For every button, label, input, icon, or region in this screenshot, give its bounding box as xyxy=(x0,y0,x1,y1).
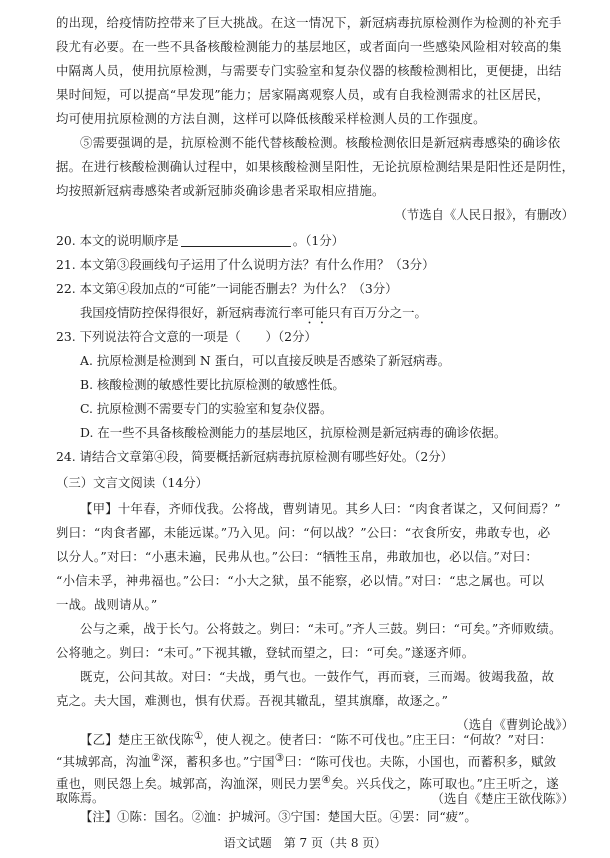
question-22-quote xyxy=(80,304,427,327)
yi-text: 曰：“陈可伐也。夫陈，小国也，而蓄积多，赋敛 xyxy=(284,754,557,770)
jia-line: 公将驰之。刿曰：“未可。”下视其辙，登轼而望之，曰：“可矣。”遂逐齐师。 xyxy=(56,645,475,660)
answer-blank[interactable] xyxy=(181,233,291,247)
yi-text: 重也，则民怨上矣。城郭高，沟洫深，则民力罢 xyxy=(56,776,322,792)
jia-line: 以分人。”对曰：“小惠未遍，民弗从也。”公曰：“牺牲玉帛，弗敢加也，必以信。”对曰： xyxy=(56,549,539,564)
jia-line: 一战。战则请从。” xyxy=(56,597,158,612)
option-a: A. 抗原检测是检测到 N 蛋白，可以直接反映是否感染了新冠病毒。 xyxy=(80,353,451,368)
yi-text: “其城郭高，沟洫 xyxy=(56,754,152,770)
footnote-mark: ② xyxy=(151,752,161,764)
page-footer: 语文试题 第 7 页（共 8 页） xyxy=(223,836,387,850)
passage-line: 段尤有必要。在一些不具备核酸检测能力的基层地区，或者面向一些感染风险相对较高的集 xyxy=(56,39,562,54)
passage-line: 果时间短，可以提高“早发现”能力；居家隔离观察人员，或有自我检测需求的社区居民， xyxy=(56,87,550,102)
quote-text: 我国疫情防控保得很好，新冠病毒流行率 xyxy=(80,305,304,320)
option-b: B. 核酸检测的敏感性要比抗原检测的敏感性低。 xyxy=(80,377,345,392)
jia-line: “小信未孚，神弗福也。”公曰：“小大之狱，虽不能察，必以情。”对曰：“忠之属也。可以 xyxy=(56,573,545,588)
yi-source: （选自《楚庄王欲伐陈》） xyxy=(431,791,574,806)
question-22: 22. 本文第④段加点的“可能”一词能否删去？为什么？（3分） xyxy=(56,281,398,296)
footnote-mark: ④ xyxy=(321,774,331,786)
question-23: 23. 下列说法符合文意的一项是（ ）（2分） xyxy=(56,329,317,344)
question-20-text: 20. 本文的说明顺序是 xyxy=(56,233,179,248)
question-20-score: 。（1分） xyxy=(292,233,345,248)
jia-line: 刿曰：“肉食者鄙，未能远谋。”乃入见。问：“何以战？”公曰：“衣食所安，弗敢专也，必 xyxy=(56,525,551,540)
yi-line xyxy=(80,728,552,748)
footnote-mark: ① xyxy=(193,730,204,742)
jia-line: 【甲】十年春，齐师伐我。公将战，曹刿请见。其乡人曰：“肉食者谋之，又何间焉？” xyxy=(80,501,561,516)
jia-source: （选自《曹刿论战》） xyxy=(456,717,574,732)
passage-line: 均可使用抗原检测的方法自测，这样可以降低核酸采样检测人员的工作强度。 xyxy=(56,111,486,126)
paragraph-5-line: 均按照新冠病毒感染者或新冠肺炎确诊患者采取相应措施。 xyxy=(56,183,385,198)
passage-line: 中隔离人员，使用抗原检测，与需要专门实验室和复杂仪器的核酸检测相比，更便捷，出结 xyxy=(56,63,562,78)
paragraph-5-line: ⑤需要强调的是，抗原检测不能代替核酸检测。核酸检测依旧是新冠病毒感染的确诊依 xyxy=(80,135,561,150)
option-c: C. 抗原检测不需要专门的实验室和复杂仪器。 xyxy=(80,401,333,416)
quote-text: 只有百万分之一。 xyxy=(327,305,427,320)
jia-line: 公与之乘，战于长勺。公将鼓之。刿曰：“未可。”齐人三鼓。刿曰：“可矣。”齐师败绩。 xyxy=(80,621,562,636)
yi-line xyxy=(56,750,556,770)
footnote-mark: ③ xyxy=(274,752,285,764)
jia-line: 既克，公问其故。对曰：“夫战，勇气也。一鼓作气，再而衰，三而竭。彼竭我盈，故 xyxy=(80,669,555,684)
yi-text: 深，蓄积多也。”宁国 xyxy=(160,754,275,770)
question-24: 24. 请结合文章第④段，简要概括新冠病毒抗原检测有哪些好处。（2分） xyxy=(56,449,454,464)
question-20 xyxy=(56,232,344,249)
paragraph-5-line: 据。在进行核酸检测确认过程中，如果核酸检测呈阳性，无论抗原检测结果是阳性还是阴性， xyxy=(56,159,575,174)
passage-line: 的出现，给疫情防控带来了巨大挑战。在这一情况下，新冠病毒抗原检测作为检测的补充手 xyxy=(56,15,562,30)
section-heading: （三）文言文阅读（14分） xyxy=(56,475,209,490)
jia-line: 克之。夫大国，难测也，惧有伏焉。吾视其辙乱，望其旗靡，故逐之。” xyxy=(56,693,449,708)
passage-source: （节选自《人民日报》，有删改） xyxy=(394,207,574,222)
footnote: 【注】①陈：国名。②洫：护城河。③宁国：楚国大臣。④罢：同“疲”。 xyxy=(80,809,477,824)
yi-line: 取陈焉。 xyxy=(56,791,105,805)
question-21: 21. 本文第③段画线句子运用了什么说明方法？有什么作用？（3分） xyxy=(56,257,435,272)
dotted-word: 可能 xyxy=(303,305,328,320)
yi-text: ，使人视之。使者曰：“陈不可伐也。”庄王曰：“何故？”对曰： xyxy=(203,732,553,748)
yi-text: 【乙】楚庄王欲伐陈 xyxy=(80,732,194,748)
yi-text: 矣。兴兵伐之，陈可取也。”庄王听之，遂 xyxy=(330,776,559,792)
option-d: D. 在一些不具备核酸检测能力的基层地区，抗原检测是新冠病毒的确诊依据。 xyxy=(80,425,507,440)
